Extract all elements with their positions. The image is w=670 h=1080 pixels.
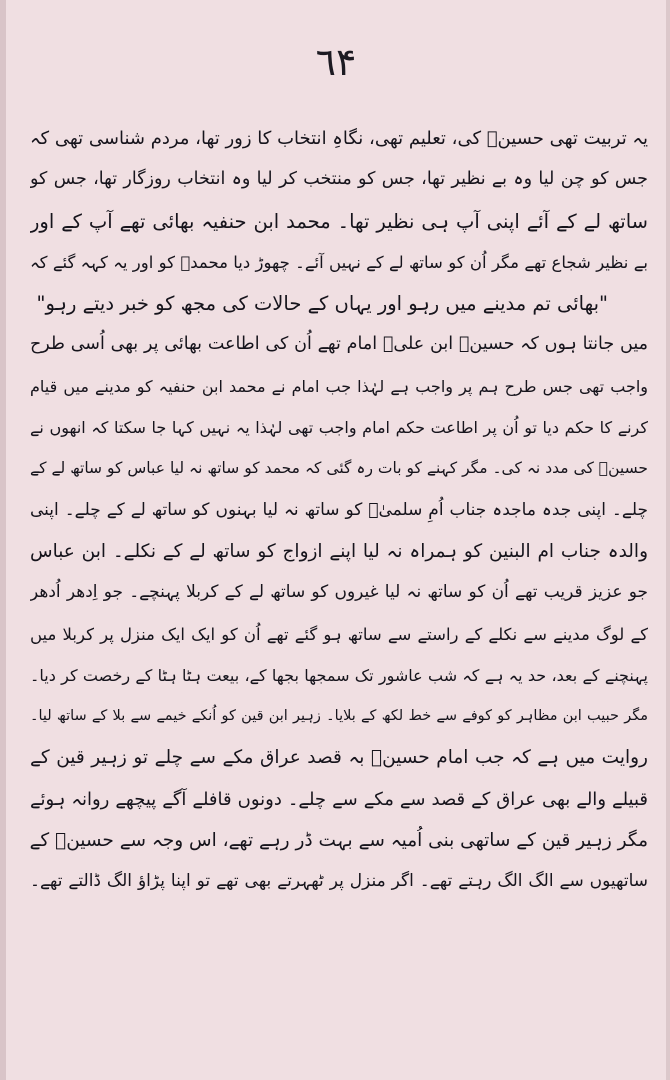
text-line: حسینؑ کی مدد نہ کی۔ مگر کہنے کو بات رہ گئی کہ محمد کو ساتھ نہ لیا عباس کو ساتھ لے کے <box>30 459 648 478</box>
text-line: مگر حبیب ابن مظاہر کو کوفے سے خط لکھ کے بلایا۔ زہیر ابن قین کو اُنکے خیمے سے بلا کے ساتھ لیا۔ <box>30 708 648 725</box>
text-line: میں جانتا ہوں کہ حسینؑ ابن علیؑ امام تھے اُن کی اطاعت بھائی پر بھی اُسی طرح <box>30 334 648 355</box>
text-line: ساتھ لے کے آئے اپنی آپ ہی نظیر تھا۔ محمد ابن حنفیہ بھائی تھے آپ کے اور <box>30 209 648 233</box>
text-line: مگر زہیر قین کے ساتھی بنی اُمیہ سے بہت ڈر رہے تھے، اس وجہ سے حسینؑ کے <box>30 830 648 852</box>
text-line: جس کو چن لیا وہ بے نظیر تھا، جس کو منتخب کر لیا وہ انتخاب روزگار تھا، جس کو <box>30 169 648 190</box>
text-line: روایت میں ہے کہ جب امام حسینؑ بہ قصد عراق مکے سے چلے تو زہیر قین کے <box>30 747 648 769</box>
text-line: واجب تھی جس طرح ہم پر واجب ہے لہٰذا جب امام نے محمد ابن حنفیہ کو مدینے میں قیام <box>30 376 648 396</box>
text-line: پہنچنے کے بعد، حد یہ ہے کہ شب عاشور تک سمجھا بجھا کے، بیعت ہٹا ہٹا کے رخصت کر دیا۔ <box>30 665 648 685</box>
text-line: والدہ جناب ام البنین کو ہمراہ نہ لیا اپنے ازواج کو ساتھ لے کے نکلے۔ ابن عباس <box>30 540 648 562</box>
text-line: یہ تربیت تھی حسینؑ کی، تعلیم تھی، نگاہِ انتخاب کا زور تھا، مردم شناسی تھی کہ <box>30 128 648 149</box>
text-line: قبیلے والے بھی عراق کے قصد سے مکے سے چلے۔ دونوں قافلے آگے پیچھے روانہ ہوئے <box>30 788 648 810</box>
text-line: جو عزیز قریب تھے اُن کو ساتھ نہ لیا غیروں کو ساتھ لے کے کربلا پہنچے۔ جو اِدھر اُدھر <box>30 582 648 603</box>
text-line: کرنے کا حکم دیا تو اُن پر اطاعت حکم امام واجب تھی لہٰذا یہ نہیں کہا جا سکتا کہ انھوں نے <box>30 418 648 438</box>
text-line: بے نظیر شجاع تھے مگر اُن کو ساتھ لے کے نہیں آئے۔ چھوڑ دیا محمدؐ کو اور یہ کہہ گئے کہ <box>30 252 648 272</box>
body-text <box>30 118 648 903</box>
text-line: کے لوگ مدینے سے نکلے کے راستے سے ساتھ ہو گئے تھے اُن کو ایک ایک منزل پر کربلا میں <box>30 624 648 644</box>
text-line: چلے۔ اپنی جدہ ماجدہ جناب اُمِ سلمیٰؑ کو ساتھ نہ لیا بہنوں کو ساتھ لے کے چلے۔ اپنی <box>30 499 648 520</box>
page-number: ٦۴ <box>315 40 357 84</box>
text-line: ساتھیوں سے الگ الگ رہتے تھے۔ اگر منزل پر ٹھہرتے بھی تھے تو اپنا پڑاؤ الگ ڈالتے تھے۔ <box>30 871 648 892</box>
quoted-line: "بھائی تم مدینے میں رہو اور یہاں کے حالات کی مجھ کو خبر دیتے رہو" <box>36 292 608 316</box>
